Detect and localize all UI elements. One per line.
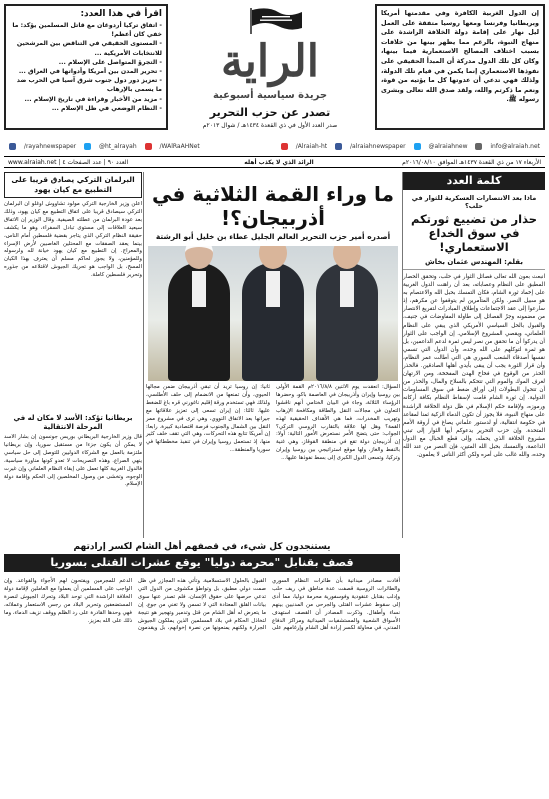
lead-author: أصدره أمير حزب التحرير العالم الجليل عطاء بن خليل أبو الرشتة	[155, 232, 391, 241]
masthead	[0, 0, 549, 135]
in-this-issue-box	[4, 4, 168, 130]
newspaper-title: الراية	[221, 36, 319, 87]
list-item[interactable]: - تحرير المدن بين أمريكا وأدواتها في العراق ...	[18, 68, 162, 76]
lead-headline[interactable]: ما وراء القمة الثلاثية في أذربيجان؟!	[152, 182, 394, 230]
editorial-kicker: ماذا بعد الانتصارات العسكرية للثوار في حلب؟	[411, 194, 537, 210]
quote-box	[375, 4, 545, 130]
social-link[interactable]: /Alraiah-ht	[295, 143, 328, 150]
social-links-left	[6, 143, 203, 155]
twitter-icon	[84, 143, 91, 150]
news-body: أعلن وزير الخارجية التركي مولود تشاووش أوغلو أن البرلمان التركي سيصادق قريبا على اتفاق التطبيع مع كيان يهود، وذلك بعد عودة البرلمان من عطلته الصيفية. وقال الوزير إن الاتفاق سيعيد العلاقات إلى مستوى تبادل السفراء، وهو ما يكشف حقيقة النظام التركي الذي يتاجر بقضية فلسطين أمام الناس، بينما يعقد الصفقات مع المحتلين الغاصبين لأرض الإسراء والمعراج. إن التطبيع مع كيان يهود خيانة لله ولرسوله وللمؤمنين، ولا يجوز لحاكم مسلم أن يعترف بهذا الكيان المسخ، بل الواجب هو تحريك الجيوش لاقتلاعه من جذوره وتحرير فلسطين كاملة.	[4, 201, 142, 279]
facebook-icon	[335, 143, 342, 150]
lead-body	[146, 384, 400, 463]
newspaper-subtitle: جريدة سياسية أسبوعية	[212, 90, 328, 101]
lead-body-column: السؤال: انعقدت يوم الاثنين ٢٠١٦/٨/٨م القمة الأولى بين روسيا وإيران وأذربيجان في العاصمة باكو، وحضرها الرؤساء الثلاثة، وجاء في البيان الختامي أنهم ناقشوا التعاون في مجالات النقل والطاقة ومكافحة الإرهاب وتهريب المخدرات، فما هي الأهداف الحقيقية لهذه القمة؟ وهل لها علاقة بالتقارب الروسي التركي؟ الجواب: حتى يتضح الأمر نستعرض الأمور التالية: أولا: إن أذربيجان دولة تقع في منطقة القوقاز، وهي غنية بالنفط والغاز، ولها موقع استراتيجي بين روسيا وإيران وتركيا، وتسعى الدول الكبرى إلى بسط نفوذها عليها...	[276, 384, 401, 462]
summit-photo	[148, 246, 398, 381]
editorial-author: بقلم: المهندس عثمان بخاش	[403, 258, 545, 270]
bottom-headline[interactable]: قصف بقنابل "محرمة دوليا" يوقع عشرات القتلى بسوريا	[4, 554, 400, 572]
social-links-right	[278, 143, 543, 155]
youtube-icon	[281, 143, 288, 150]
social-link[interactable]: /alraiahnewspaper	[349, 143, 406, 150]
social-link[interactable]: /WAlRaAHNet	[159, 143, 200, 150]
section-title: كلمة العدد	[403, 172, 545, 190]
social-link[interactable]: @ht_alrayah	[98, 143, 137, 150]
motto: الرائد الذي لا يكذب أهله	[244, 159, 314, 166]
youtube-icon	[145, 143, 152, 150]
social-link[interactable]: @alraiahnew	[428, 143, 468, 150]
left-column	[4, 172, 142, 538]
facebook-icon	[9, 143, 16, 150]
bottom-kicker: يستنجدون كل شيء، في قصفهم أهل الشام لكسر إرادتهم	[73, 542, 331, 552]
person-figure	[316, 263, 378, 381]
in-this-issue-list	[10, 21, 162, 113]
news-headline[interactable]: بريطانيا تؤكد: الأسد لا مكان له في المرحلة الانتقالية	[13, 414, 133, 431]
in-this-issue-title: اقرأ في هذا العدد:	[80, 9, 162, 19]
list-item[interactable]: - المستوى الحقيقي في التناقض بين المرشحين للانتخابات الأمريكية ...	[16, 40, 162, 57]
social-link[interactable]: /rayahnewspaper	[23, 143, 77, 150]
editorial-column	[403, 172, 545, 792]
person-figure	[168, 263, 230, 381]
news-headline[interactable]: البرلمان التركي يصادق قريبا على التطبيع مع كيان يهود	[4, 172, 142, 198]
news-body: قال وزير الخارجية البريطاني بوريس جونسون إن بشار الأسد لا يمكن أن يكون جزءا من مستقبل سوريا، وإن بريطانيا ملتزمة بالعمل مع الشركاء الدوليين للتوصل إلى حل سياسي ينهي الصراع. وهذه التصريحات لا تعدو كونها مناورة سياسية، فالدول الغربية كلها تعمل على إبقاء النظام العلماني وإن غيرت الوجوه، وتخشى من وصول المخلصين إلى الحكم وإقامة دولة الإسلام.	[4, 434, 142, 488]
list-item[interactable]: - مزيد من الأخبار وقراءة في تاريخ الإسلام ...	[24, 95, 162, 103]
twitter-icon	[414, 143, 421, 150]
column-divider	[143, 172, 144, 538]
email-icon	[475, 143, 482, 150]
publisher-line: تصدر عن حزب التحرير	[209, 106, 331, 119]
list-item[interactable]: - تعزيز دور دول جنوب شرق آسيا في الحرب ضد ما يسمى بالإرهاب	[16, 77, 162, 94]
founding-date: صدر العدد الأول في ذي القعدة ١٤٣٤هـ / شوال ٢٠١٣م	[202, 122, 338, 129]
bottom-story-header	[4, 540, 400, 572]
issue-number[interactable]: www.alraiah.net | العدد ٩٠ | عدد الصفحات ٤	[8, 159, 129, 166]
list-item[interactable]: - النظام الوضعي في ظل الإسلام ...	[51, 104, 162, 112]
bottom-story-body: أفادت مصادر ميدانية بأن طائرات النظام السوري والطائرات الروسية قصفت عدة مناطق في ريف حلب وإدلب بقنابل عنقودية وفوسفورية محرمة دوليا، مما أدى إلى سقوط عشرات القتلى والجرحى من المدنيين بينهم نساء وأطفال. وذكرت المصادر أن القصف استهدف الأسواق الشعبية والمستشفيات الميدانية ومراكز الدفاع المدني، في محاولة لكسر إرادة أهل الشام وإرغامهم على القبول بالحلول الاستسلامية. وتأتي هذه المجازر في ظل صمت دولي مطبق، بل وتواطؤ مكشوف من الدول التي تدعي حرصها على حقوق الإنسان، فلم تصدر عنها سوى بيانات القلق المعتادة التي لا تسمن ولا تغني من جوع. إن ما يتعرض له أهل الشام من قتل وتدمير وتهجير هو نتيجة لتخاذل الحكام في بلاد المسلمين الذين يملكون الجيوش الجرارة ولكنهم يمنعونها من نصرة إخوانهم، بل ويقدمون الدعم للمجرمين ويفتحون لهم الأجواء والقواعد. وإن الواجب على المسلمين أن يعملوا مع العاملين لإقامة دولة الخلافة الراشدة التي توحد البلاد وتحرك الجيوش لنصرة المستضعفين وتحرير البلاد من رجس الاستعمار وعملائه، فهي وحدها القادرة على رد الظلم ووقف نزيف الدماء، وما ذلك على الله بعزيز.	[4, 578, 400, 632]
column-divider	[402, 172, 403, 538]
logo	[172, 2, 368, 130]
list-item[interactable]: - اتفاق تركيا أردوغان مع قاتل المسلمين يؤكد: ما خفي كان أعظم!	[12, 22, 162, 39]
email-link[interactable]: info@alraiah.net	[490, 143, 540, 150]
quote-text: إن الدول الغربية الكافرة وفي مقدمتها أمريكا وبريطانيا وفرنسا ومعها روسيا متفقة على العمل ليل نهار على إقامة دولة الخلافة الراشدة على منهاج النبوة، بالرغم مما يظهر بينها من خلافات بسبب اختلاف المصالح الاستعمارية فيما بينها، وكان كل تلك الدول مدركة أن المبدأ الحقيقي على نفوذها الاستعماري إنما يكمن في قيام تلك الدولة، ولذلك فهي تدعي أن عدوتها كل ما يؤتيه من قوة، ونعم ما ذكرتم والله، ولقد صدق الله تعالى وبشرى رسوله ﷺ.	[381, 9, 539, 104]
list-item[interactable]: - التجرؤ المتواصل على الإسلام ...	[58, 58, 162, 66]
issue-info-bar	[4, 156, 545, 168]
editorial-body: انبعث بعون الله تعالى فصائل الثوار في حلب، وتحقق الحصار المطبق على النظام وعصاباته، بعد أن راهنت الدول الغربية على إخماد ثورة الشام، فكان التمسك بحبل الله والاعتصام به هو سبيل النصر. ولكن المتآمرين لم يتوقفوا عن مكرهم، إذ سارعوا إلى عقد الاجتماعات وإطلاق المبادرات لتفريغ الانتصار من مضمونه وجرّ الفصائل إلى طاولة المفاوضات في جنيف، والقبول بالحل السياسي الأمريكي الذي يبقي على النظام العلماني، ويقصي المشروع الإسلامي. إن الواجب على الثوار أن يدركوا أن ما تحقق من نصر ليس ثمرة لدعم الداعمين، بل هو ثمرة لتوكلهم على الله وحده، وأن الدول التي تسمي نفسها أصدقاء الشعب السوري هي التي أطالت عمر النظام، وأن قرار الثورة يجب أن يبقى بأيدي أهلها الصادقين. فالحذر الحذر من الوقوع في فخاخ الهدن المفخخة، ومن الارتهان لغرف الموك والموم التي تتحكم بالسلاح والمال، والحذر من أن تتحول البطولات إلى أوراق ضغط في سوق المساومات الدولية. إن ثورة الشام قامت لإسقاط النظام بكافة أركانه ورموزه، ولإقامة حكم الإسلام في ظل دولة الخلافة الراشدة على منهاج النبوة، فلا يجوز أن تكون الدماء الزكية ثمنا لمقاعد في حكومة انتقالية، أو لدستور علماني يصاغ في أروقة الأمم المتحدة. وإن حزب التحرير يدعوكم أيها الثوار إلى تبني مشروع الخلافة الذي يحمله، وإلى قطع الحبال مع الدول الداعمة، والتمسك بحبل الله المتين، فإن النصر من عند الله وحده، والله غالب على أمره ولكن أكثر الناس لا يعلمون.	[403, 274, 545, 459]
editorial-headline[interactable]: حذار من تضييع ثورتكم في سوق الخداع الاستعماري!	[410, 212, 538, 254]
issue-date: الأربعاء ١٧ من ذي القعدة ١٤٣٧هـ الموافق ٢٠١٦/٠٨/١٠م	[402, 159, 541, 166]
lead-body-column: ثانيا: إن روسيا تريد أن تبقي أذربيجان ضمن مجالها الحيوي، وأن تمنعها من الانضمام إلى حلف الأطلسي، ولذلك فهي تستخدم ورقة إقليم ناغورني قره باغ للضغط عليها. ثالثا: إن إيران تسعى إلى تعزيز علاقاتها مع جيرانها بعد الاتفاق النووي، وهي ترى في مشروع ممر النقل بين الشمال والجنوب فرصة اقتصادية كبيرة. رابعا: إن أمريكا تتابع هذه التحركات، وهي التي تقف خلف كثير منها، إذ تستعمل روسيا وإيران في تنفيذ مخططاتها في سوريا والمنطقة...	[146, 384, 270, 454]
flag-icon	[248, 8, 304, 34]
person-figure	[242, 263, 304, 381]
